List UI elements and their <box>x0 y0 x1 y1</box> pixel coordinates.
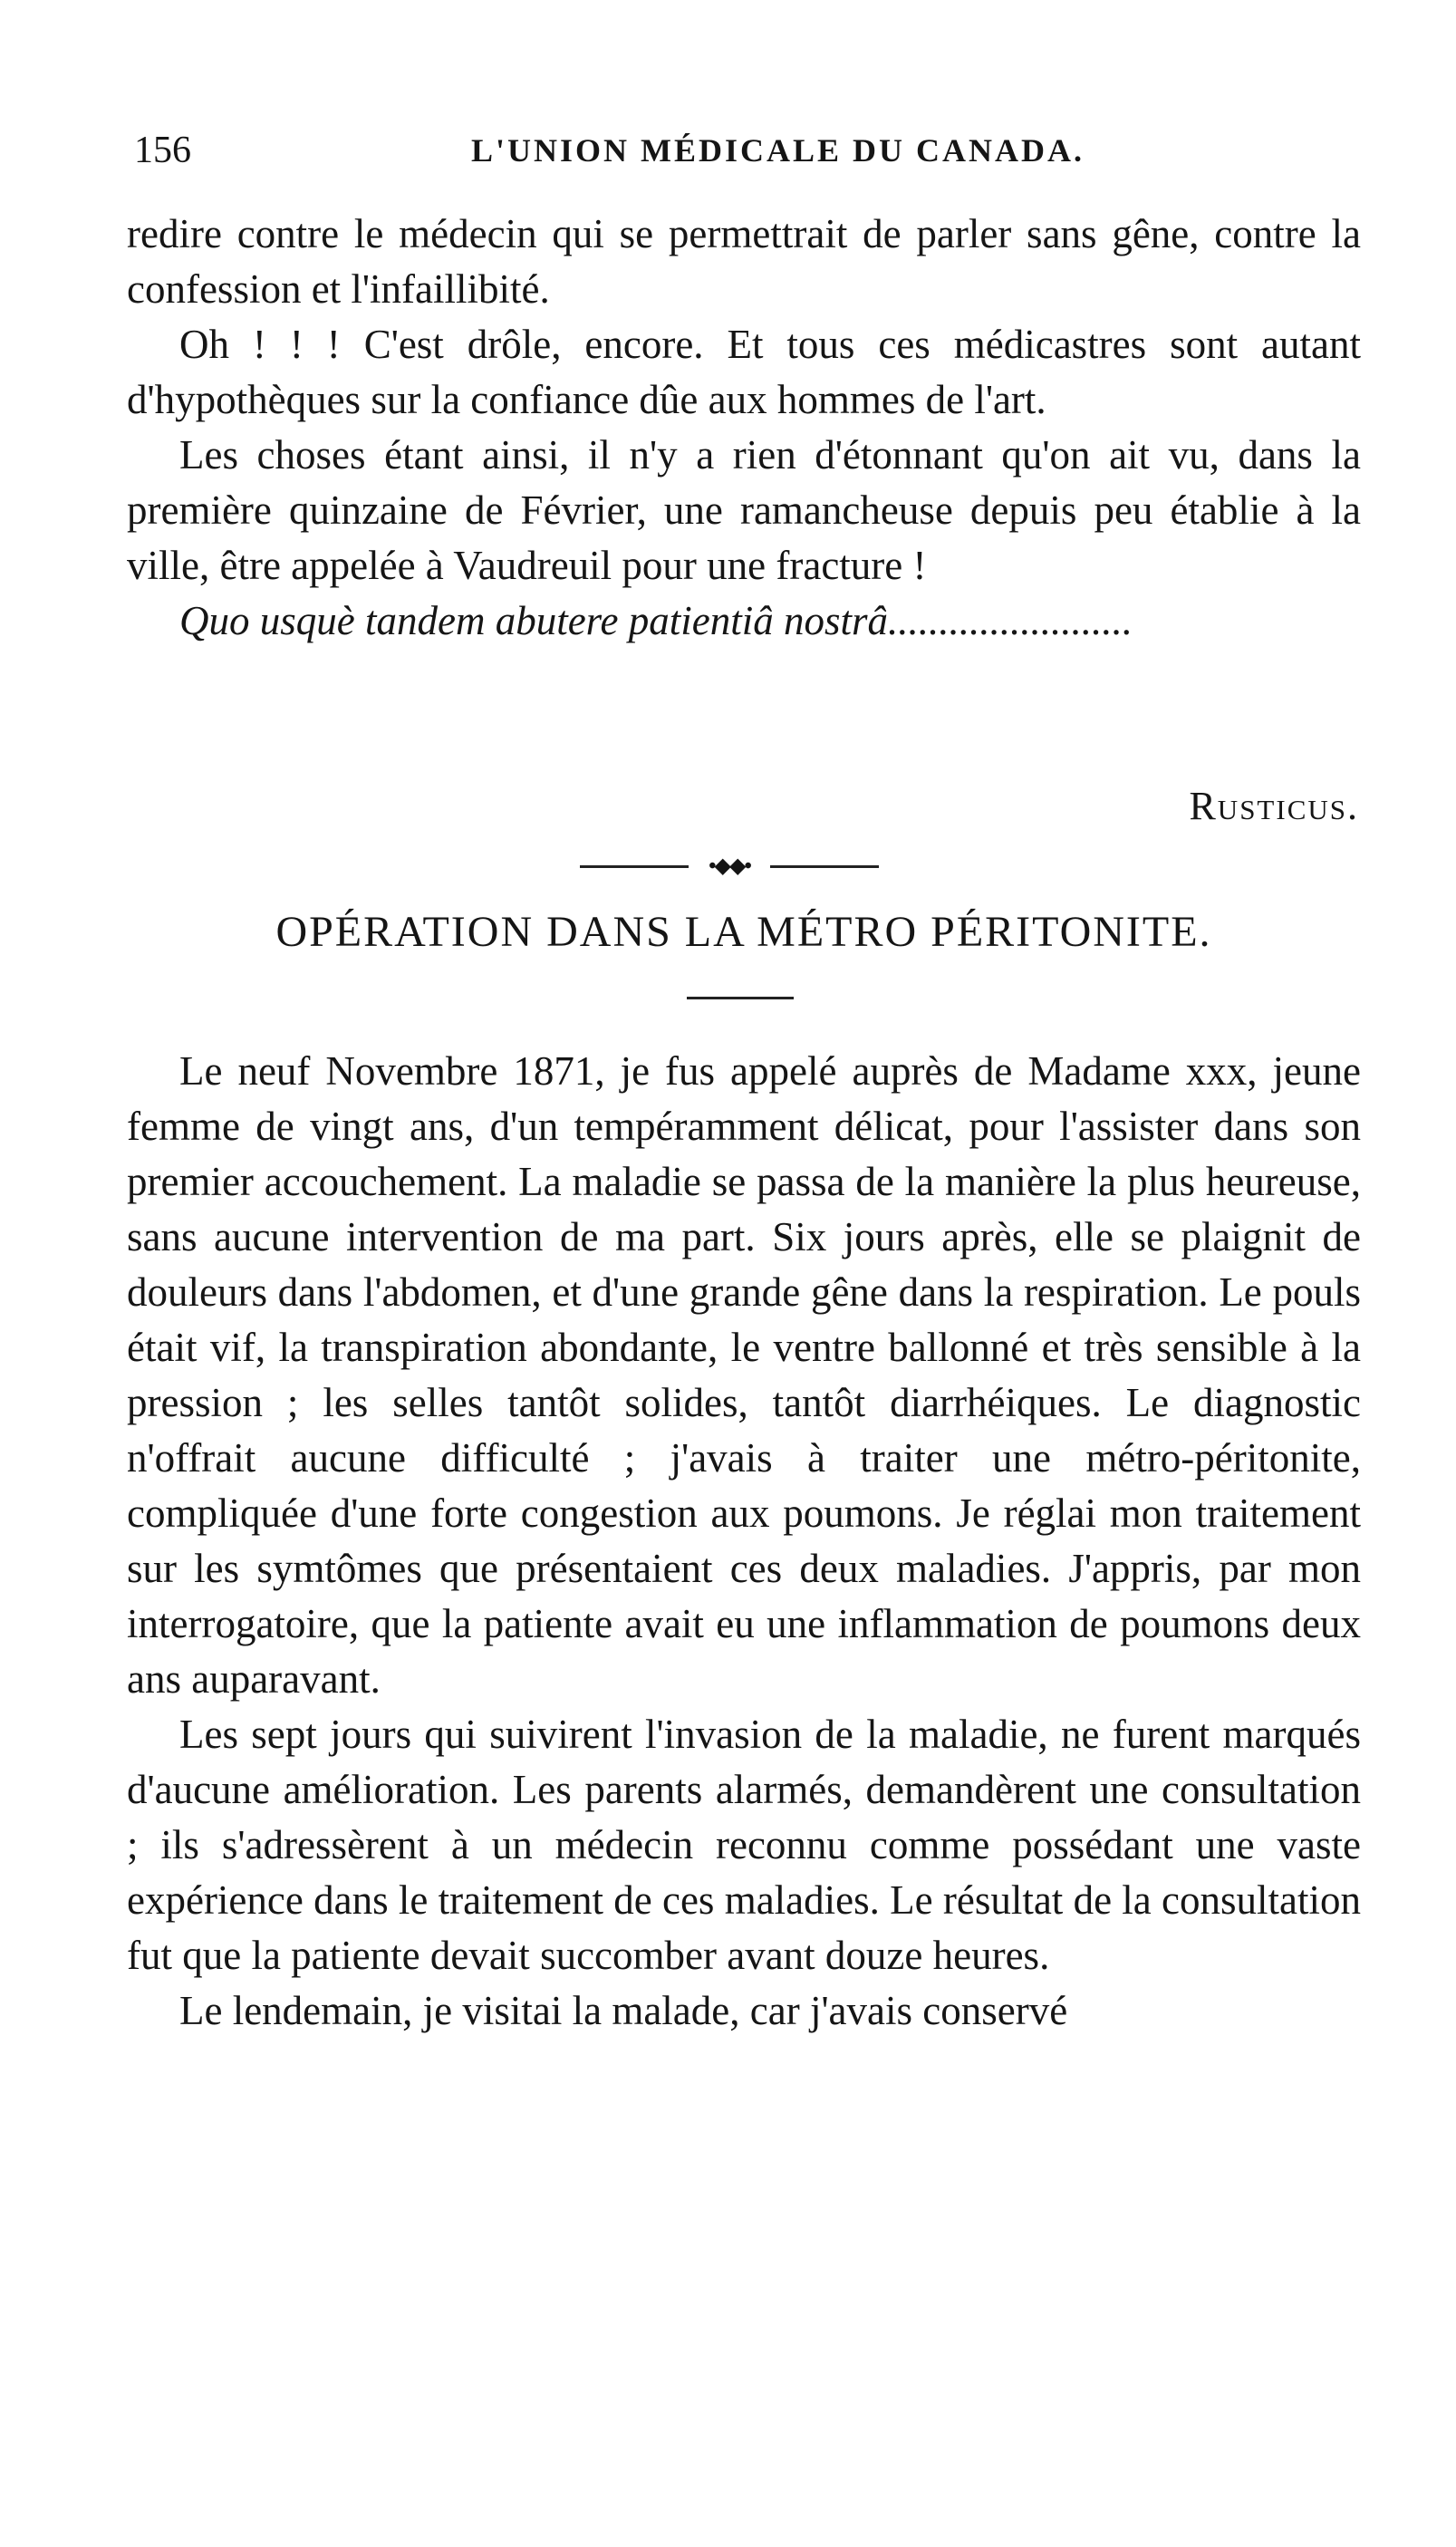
paragraph: redire contre le médecin qui se permettrait de parler sans gêne, contre la confession et l'infaillibité. <box>127 211 1361 312</box>
ornament-rule-left <box>580 865 689 868</box>
article-body <box>127 1044 1361 2039</box>
paragraph: Oh ! ! ! C'est drôle, encore. Et tous ces médicastres sont autant d'hypothèques sur la confiance dûe aux hommes de l'art. <box>127 322 1361 422</box>
ornament-center-icon: •◆◆• <box>709 854 750 878</box>
page-number: 156 <box>134 130 191 171</box>
running-title: L'UNION MÉDICALE DU CANADA. <box>471 132 1085 169</box>
latin-quote: Quo usquè tandem abutere patientiâ nostrâ........................ <box>179 598 1133 643</box>
paragraph: Les choses étant ainsi, il n'y a rien d'étonnant qu'on ait vu, dans la première quinzaine de Février, une ramancheuse depuis peu établie à la ville, être appelée à Vaudreuil pour une fracture ! <box>127 432 1361 588</box>
previous-article-ending <box>127 207 1361 649</box>
paragraph: Le neuf Novembre 1871, je fus appelé auprès de Madame xxx, jeune femme de vingt ans, d'un tempéramment délicat, pour l'assister dans son premier accouchement. La maladie se passa de la manière la plus heureuse, sans aucune intervention de ma part. Six jours après, elle se plaignit de douleurs dans l'abdomen, et d'une grande gêne dans la respiration. Le pouls était vif, la transpiration abondante, le ventre ballonné et très sensible à la pression ; les selles tantôt solides, tantôt diarrhéiques. Le diagnostic n'offrait aucune difficulté ; j'avais à traiter une métro-péritonite, compliquée d'une forte congestion aux poumons. Je réglai mon traitement sur les symtômes que présentaient ces deux maladies. J'appris, par mon interrogatoire, que la patiente avait eu une inflammation de poumons deux ans auparavant. <box>127 1048 1361 1702</box>
paragraph: Le lendemain, je visitai la malade, car j'avais conservé <box>179 1988 1068 2033</box>
page-header <box>134 123 1366 178</box>
section-divider-ornament <box>580 854 879 878</box>
title-underline-rule <box>687 997 794 999</box>
article-title: OPÉRATION DANS LA MÉTRO PÉRITONITE. <box>275 908 1212 956</box>
ornament-rule-right <box>770 865 879 868</box>
author-signature: Rusticus. <box>1189 784 1359 828</box>
paragraph: Les sept jours qui suivirent l'invasion de la maladie, ne furent marqués d'aucune amélioration. Les parents alarmés, demandèrent une consultation ; ils s'adressèrent à un médecin reconnu comme possédant une vaste expérience dans le traitement de ces maladies. Le résultat de la consultation fut que la patiente devait succomber avant douze heures. <box>127 1712 1361 1978</box>
